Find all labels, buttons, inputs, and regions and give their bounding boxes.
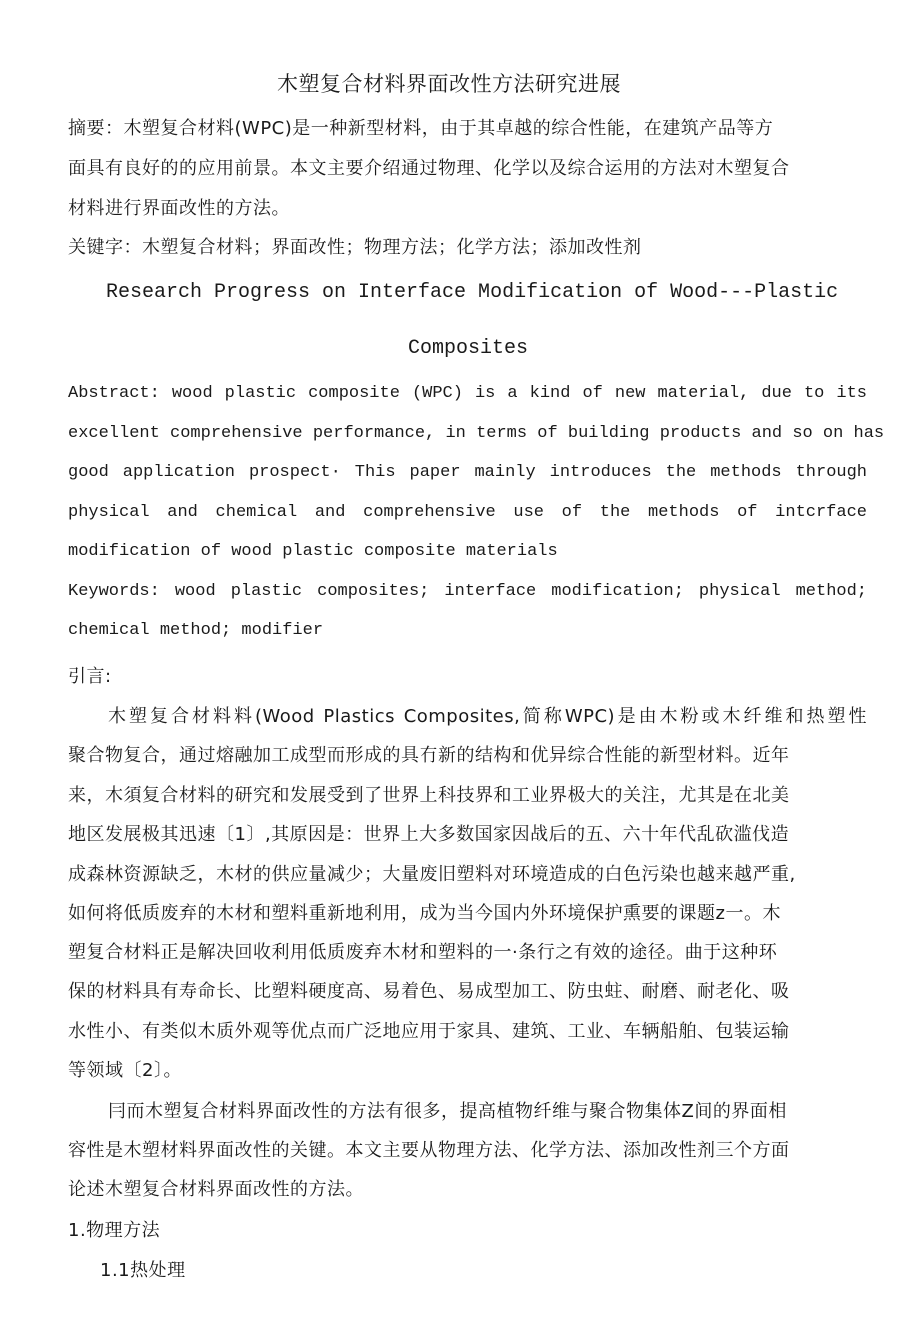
abstract-en-line: excellent comprehensive performance, in terms of building products and so on has xyxy=(68,424,885,443)
intro-paragraph-1-line: 塑复合材料正是解决回收利用低质废弃木材和塑料的一·条行之有效的途径。曲于这种环 xyxy=(68,942,778,963)
english-title-line: Composites xyxy=(408,337,529,360)
keywords-en-line: chemical method; modifier xyxy=(68,621,324,640)
abstract-cn-line: 摘要：木塑复合材料(WPC)是一种新型材料，由于其卓越的综合性能，在建筑产品等方 xyxy=(68,118,774,139)
section-heading: 1.物理方法 xyxy=(68,1220,161,1241)
intro-paragraph-1-line: 成森林资源缺乏，木材的供应量减少；大量废旧塑料对环境造成的白色污染也越来越严重, xyxy=(68,864,796,885)
intro-paragraph-1-line: 保的材料具有寿命长、比塑料硬度高、易着色、易成型加工、防虫蛀、耐磨、耐老化、吸 xyxy=(68,981,790,1002)
page-title: 木塑复合材料界面改性方法研究进展 xyxy=(277,72,621,96)
intro-paragraph-1-line: 水性小、有类似木质外观等优点而广泛地应用于家具、建筑、工业、车辆船舶、包装运输 xyxy=(68,1021,790,1042)
intro-paragraph-2-line: 论述木塑复合材料界面改性的方法。 xyxy=(68,1179,364,1200)
intro-paragraph-1-line: 等领域〔2〕。 xyxy=(68,1060,182,1081)
keywords-en-line: Keywords: wood plastic composites; interface modification; physical method; xyxy=(68,582,867,601)
intro-paragraph-1-line: 来，木須复合材料的研究和发展受到了世界上科技界和工业界极大的关注，尤其是在北美 xyxy=(68,785,790,806)
intro-paragraph-2-line: 容性是木塑材料界面改性的关键。本文主要从物理方法、化学方法、添加改性剂三个方面 xyxy=(68,1140,790,1161)
abstract-en-line: modification of wood plastic composite materials xyxy=(68,542,558,561)
intro-heading: 引言: xyxy=(68,666,112,687)
abstract-cn-line: 材料进行界面改性的方法。 xyxy=(68,198,290,219)
intro-paragraph-1-line: 如何将低质废弃的木材和塑料重新地利用，成为当今国内外环境保护熏要的课题z一。木 xyxy=(68,903,781,924)
keywords-cn: 关键字：木塑复合材料；界面改性；物理方法；化学方法；添加改性剂 xyxy=(68,237,642,258)
intro-paragraph-2-line: 冃而木塑复合材料界面改性的方法有很多，提高植物纤维与聚合物集体Z间的界面相 xyxy=(108,1101,787,1122)
abstract-en-line: Abstract: wood plastic composite (WPC) is a kind of new material, due to its xyxy=(68,384,867,403)
intro-paragraph-1-line: 地区发展极其迅速〔1〕,其原因是：世界上大多数国家因战后的五、六十年代乱砍滥伐造 xyxy=(68,824,790,845)
intro-paragraph-1-line: 木塑复合材料料(Wood Plastics Composites,简称WPC)是由木粉或木纤维和热塑性 xyxy=(108,706,867,727)
abstract-en-line: physical and chemical and comprehensive use of the methods of intcrface xyxy=(68,503,867,522)
subsection-heading: 1.1热处理 xyxy=(100,1260,186,1281)
intro-paragraph-1-line: 聚合物复合，通过熔融加工成型而形成的具冇新的结构和优异综合性能的新型材料。近年 xyxy=(68,745,790,766)
abstract-en-line: good application prospect· This paper mainly introduces the methods through xyxy=(68,463,867,482)
english-title-line: Research Progress on Interface Modification of Wood---Plastic xyxy=(106,281,839,304)
abstract-cn-line: 面具有良好的的应用前景。本文主要介绍通过物理、化学以及综合运用的方法对木塑复合 xyxy=(68,158,790,179)
